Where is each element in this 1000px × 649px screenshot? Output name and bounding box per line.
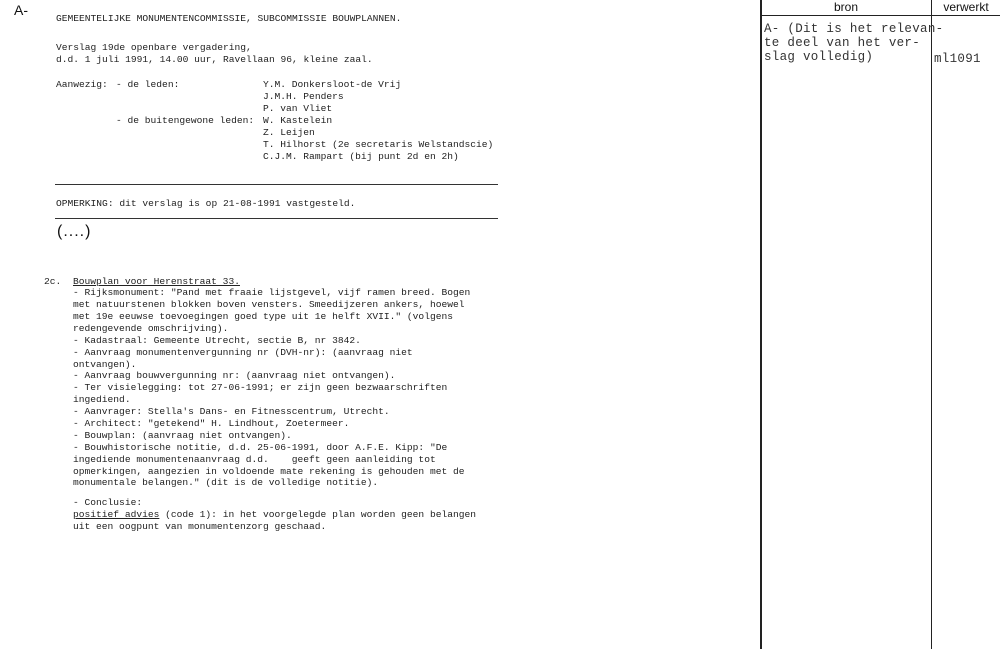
- item-line: ontvangen).: [73, 359, 137, 370]
- item-line: ingediende monumentenaanvraag d.d. geeft geen aanleiding tot: [73, 454, 436, 465]
- extra-member-4: C.J.M. Rampart (bij punt 2d en 2h): [263, 151, 459, 162]
- verwerkt-code: ml1091: [934, 52, 981, 66]
- bron-note-line-1: A- (Dit is het relevan-: [764, 22, 944, 36]
- extra-member-2: Z. Leijen: [263, 127, 315, 138]
- meeting-line-2: d.d. 1 juli 1991, 14.00 uur, Ravellaan 96, kleine zaal.: [56, 54, 373, 65]
- separator-bottom: [55, 218, 498, 219]
- column-header-bron: bron: [833, 0, 859, 14]
- column-header-verwerkt: verwerkt: [943, 0, 989, 14]
- item-line: - Kadastraal: Gemeente Utrecht, sectie B, nr 3842.: [73, 335, 361, 346]
- item-line: monumentale belangen." (dit is de volledige notitie).: [73, 477, 379, 488]
- page-mark: A-: [14, 2, 28, 18]
- omission-ellipsis: (....): [57, 223, 92, 240]
- meeting-line-1: Verslag 19de openbare vergadering,: [56, 42, 252, 53]
- item-line: - Bouwplan: (aanvraag niet ontvangen).: [73, 430, 292, 441]
- header-rule: [761, 15, 1000, 16]
- conclusion-label: - Conclusie:: [73, 497, 143, 508]
- extra-member-1: W. Kastelein: [263, 115, 333, 126]
- item-line: - Bouwhistorische notitie, d.d. 25-06-1991, door A.F.E. Kipp: "De: [73, 442, 448, 453]
- item-line: met 19e eeuwse toevoegingen goed type uit 1e helft XVII." (volgens: [73, 311, 453, 322]
- attendance-label: Aanwezig:: [56, 79, 108, 90]
- item-line: ingediend.: [73, 394, 131, 405]
- column-divider-left: [760, 0, 762, 649]
- extra-member-3: T. Hilhorst (2e secretaris Welstandscie): [263, 139, 494, 150]
- advice-underlined: positief advies: [73, 509, 160, 520]
- item-line: - Rijksmonument: "Pand met fraaie lijstgevel, vijf ramen breed. Bogen: [73, 287, 471, 298]
- item-line: - Aanvraag bouwvergunning nr: (aanvraag niet ontvangen).: [73, 370, 396, 381]
- bron-note-line-2: te deel van het ver-: [764, 36, 921, 50]
- member-3: P. van Vliet: [263, 103, 333, 114]
- item-line: - Architect: "getekend" H. Lindhout, Zoetermeer.: [73, 418, 350, 429]
- extra-members-label: - de buitengewone leden:: [116, 115, 255, 126]
- bron-note-line-3: slag volledig): [764, 50, 874, 64]
- column-divider-middle: [931, 0, 932, 649]
- item-number: 2c.: [44, 276, 62, 287]
- advice-rest: (code 1): in het voorgelegde plan worden geen belangen: [159, 509, 477, 520]
- members-label: - de leden:: [116, 79, 180, 90]
- advice-line-2: uit een oogpunt van monumentenzorg geschaad.: [73, 521, 327, 532]
- item-line: redengevende omschrijving).: [73, 323, 229, 334]
- item-line: - Ter visielegging: tot 27-06-1991; er zijn geen bezwaarschriften: [73, 382, 448, 393]
- item-line: - Aanvrager: Stella's Dans- en Fitnesscentrum, Utrecht.: [73, 406, 390, 417]
- item-line: met natuurstenen blokken boven vensters. Smeedijzeren ankers, hoewel: [73, 299, 465, 310]
- advice-line-1: [73, 509, 476, 521]
- item-line: opmerkingen, aangezien in voldoende mate rekening is gehouden met de: [73, 466, 465, 477]
- remark: OPMERKING: dit verslag is op 21-08-1991 vastgesteld.: [56, 198, 356, 209]
- separator-top: [55, 184, 498, 185]
- item-title: Bouwplan voor Herenstraat 33.: [73, 276, 240, 287]
- member-2: J.M.H. Penders: [263, 91, 344, 102]
- item-line: - Aanvraag monumentenvergunning nr (DVH-nr): (aanvraag niet: [73, 347, 413, 358]
- document-heading: GEMEENTELIJKE MONUMENTENCOMMISSIE, SUBCOMMISSIE BOUWPLANNEN.: [56, 13, 402, 24]
- member-1: Y.M. Donkersloot-de Vrij: [263, 79, 402, 90]
